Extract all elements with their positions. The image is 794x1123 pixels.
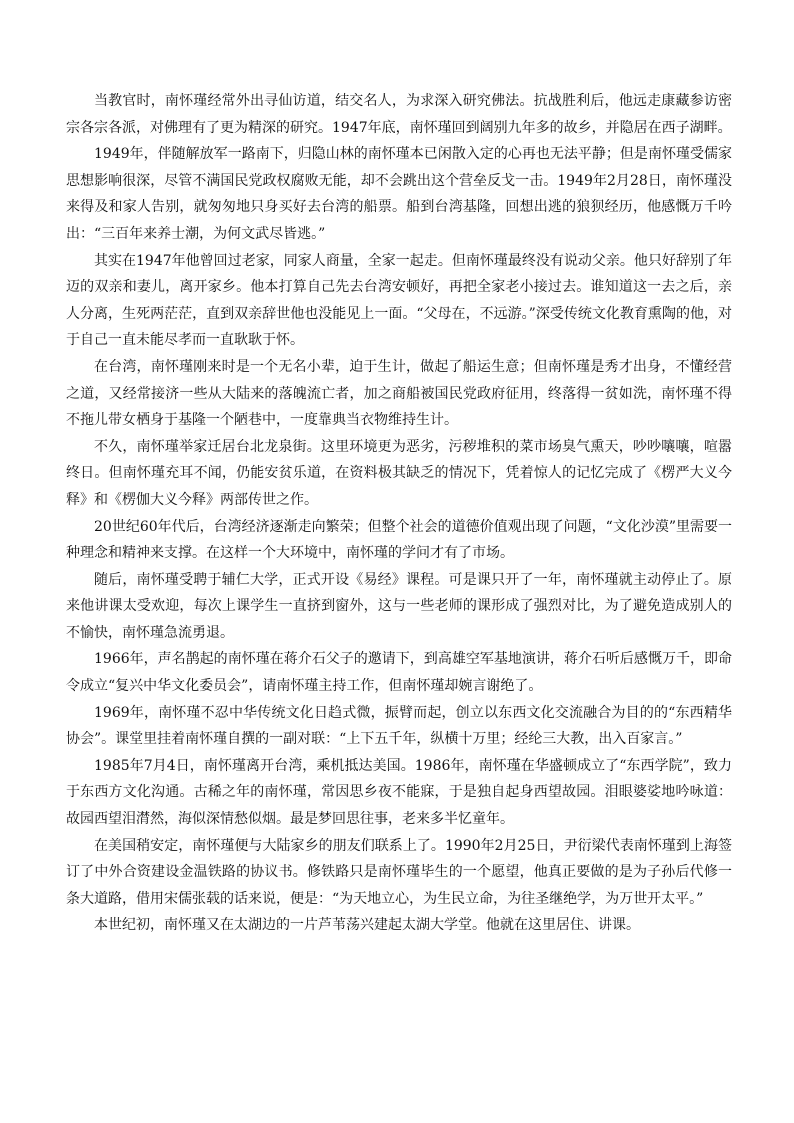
- paragraph: 20世纪60年代后，台湾经济逐渐走向繁荣；但整个社会的道德价值观出现了问题，“文化沙漠”里需要一种理念和精神来支撑。在这样一个大环境中，南怀瑾的学问才有了市场。: [66, 518, 732, 562]
- paragraph: 其实在1947年他曾回过老家，同家人商量，全家一起走。但南怀瑾最终没有说动父亲。他只好辞别了年迈的双亲和妻儿，离开家乡。他本打算自己先去台湾安顿好，再把全家老小接过去。谁知道这一去之后，亲人分离，生死两茫茫，直到双亲辞世他也没能见上一面。“父母在，不远游。”深受传统文化教育熏陶的他，对于自己一直未能尽孝而一直耿耿于怀。: [66, 252, 732, 349]
- paragraph: 1949年，伴随解放军一路南下，归隐山林的南怀瑾本已闲散入定的心再也无法平静；但是南怀瑾受儒家思想影响很深，尽管不满国民党政权腐败无能，却不会跳出这个营垒反戈一击。1949年2月28日，南怀瑾没来得及和家人告别，就匆匆地只身买好去台湾的船票。船到台湾基隆，回想出逃的狼狈经历，他感慨万千吟出：“三百年来养士潮，为何文武尽皆逃。”: [66, 146, 732, 242]
- paragraph: 1966年，声名鹊起的南怀瑾在蒋介石父子的邀请下，到高雄空军基地演讲，蒋介石听后感慨万千，即命令成立“复兴中华文化委员会”，请南怀瑾主持工作，但南怀瑾却婉言谢绝了。: [66, 651, 732, 695]
- paragraph: 在台湾，南怀瑾刚来时是一个无名小辈，迫于生计，做起了船运生意；但南怀瑾是秀才出身，不懂经营之道，又经常接济一些从大陆来的落魄流亡者，加之商船被国民党政府征用，终落得一贫如洗，南怀瑾不得不拖儿带女栖身于基隆一个陋巷中，一度靠典当衣物维持生计。: [66, 358, 732, 429]
- paragraph: 随后，南怀瑾受聘于辅仁大学，正式开设《易经》课程。可是课只开了一年，南怀瑾就主动停止了。原来他讲课太受欢迎，每次上课学生一直挤到窗外，这与一些老师的课形成了强烈对比，为了避免造成别人的不愉快，南怀瑾急流勇退。: [66, 571, 732, 641]
- paragraph: 本世纪初，南怀瑾又在太湖边的一片芦苇荡兴建起太湖大学堂。他就在这里居住、讲课。: [94, 917, 640, 934]
- paragraph: 当教官时，南怀瑾经常外出寻仙访道，结交名人，为求深入研究佛法。抗战胜利后，他远走康藏参访密宗各宗各派，对佛理有了更为精深的研究。1947年底，南怀瑾回到阔别九年多的故乡，并隐居在西子湖畔。: [66, 93, 732, 136]
- paragraph: 1985年7月4日，南怀瑾离开台湾，乘机抵达美国。1986年，南怀瑾在华盛顿成立了“东西学院”，致力于东西方文化沟通。古稀之年的南怀瑾，常因思乡夜不能寐，于是独自起身西望故园。泪眼婆娑地吟咏道：故园西望泪潸然，海似深情愁似烟。最是梦回思往事，老来多半忆童年。: [66, 757, 732, 828]
- paragraph: 1969年，南怀瑾不忍中华传统文化日趋式微，振臂而起，创立以东西文化交流融合为目的的“东西精华协会”。课堂里挂着南怀瑾自撰的一副对联：“上下五千年，纵横十万里；经纶三大教，出入百家言。”: [66, 704, 732, 748]
- paragraph: 不久，南怀瑾举家迁居台北龙泉街。这里环境更为恶劣，污秽堆积的菜市场臭气熏天，吵吵嚷嚷，喧嚣终日。但南怀瑾充耳不闻，仍能安贫乐道，在资料极其缺乏的情况下，凭着惊人的记忆完成了《楞严大义今释》和《楞伽大义今释》两部传世之作。: [66, 438, 732, 508]
- document-page: [66, 88, 732, 939]
- paragraph: 在美国稍安定，南怀瑾便与大陆家乡的朋友们联系上了。1990年2月25日，尹衍梁代表南怀瑾到上海签订了中外合资建设金温铁路的协议书。修铁路只是南怀瑾毕生的一个愿望，他真正要做的是为子孙后代修一条大道路，借用宋儒张载的话来说，便是：“为天地立心，为生民立命，为往圣继绝学，为万世开太平。”: [66, 837, 732, 907]
